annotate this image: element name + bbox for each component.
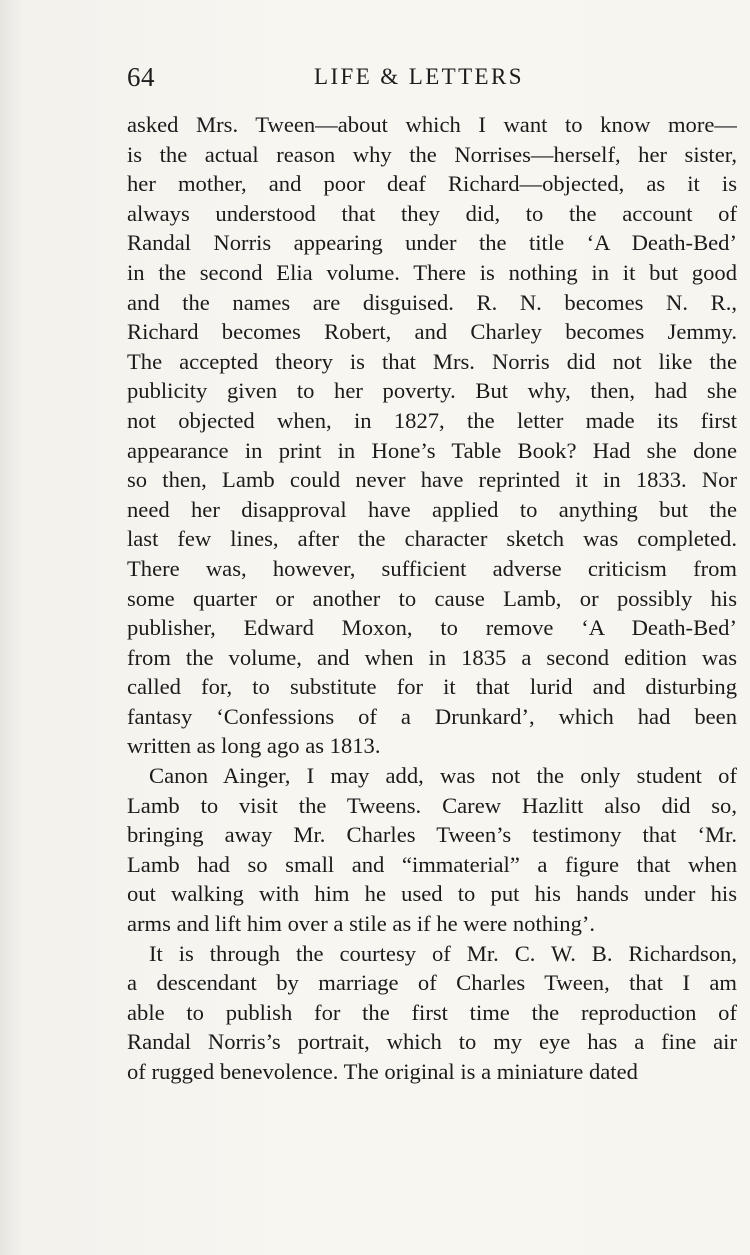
text-line: Canon Ainger, I may add, was not the only student of (149, 763, 737, 789)
body-text (127, 110, 737, 1087)
paragraph (127, 110, 737, 761)
text-line: a descendant by marriage of Charles Tween, that I am (127, 970, 737, 996)
text-line: called for, to substitute for it that lurid and disturbing (127, 674, 737, 700)
text-line: It is through the courtesy of Mr. C. W. B. Richardson, (149, 940, 737, 966)
text-line: Lamb had so small and “immaterial” a figure that when (127, 851, 737, 877)
page-header (127, 62, 737, 98)
text-line: from the volume, and when in 1835 a second edition was (127, 644, 737, 670)
text-line: able to publish for the first time the reproduction of (127, 999, 737, 1025)
text-line: asked Mrs. Tween—about which I want to know more— (127, 112, 737, 137)
text-line: always understood that they did, to the account of (127, 200, 737, 226)
page-gutter-shadow (0, 0, 22, 1255)
text-line: The accepted theory is that Mrs. Norris did not like the (127, 348, 737, 374)
paragraph (127, 939, 737, 1087)
text-line: need her disapproval have applied to anything but the (127, 496, 737, 522)
running-head: LIFE & LETTERS (314, 64, 524, 89)
text-line: Randal Norris appearing under the title ‘A Death-Bed’ (127, 230, 737, 256)
text-line: her mother, and poor deaf Richard—objected, as it is (127, 171, 737, 197)
text-line: publisher, Edward Moxon, to remove ‘A Death-Bed’ (127, 615, 737, 641)
text-line: arms and lift him over a stile as if he were nothing’. (127, 911, 596, 937)
text-line: so then, Lamb could never have reprinted it in 1833. Nor (127, 467, 737, 493)
text-line: out walking with him he used to put his hands under his (127, 881, 737, 907)
text-line: bringing away Mr. Charles Tween’s testimony that ‘Mr. (127, 822, 737, 848)
text-line: written as long ago as 1813. (127, 733, 381, 759)
paragraph (127, 761, 737, 939)
text-line: appearance in print in Hone’s Table Book? Had she done (127, 437, 737, 463)
text-line: last few lines, after the character sketch was completed. (127, 526, 737, 552)
text-line: some quarter or another to cause Lamb, or possibly his (127, 585, 737, 611)
text-line: publicity given to her poverty. But why, then, had she (127, 378, 737, 404)
text-line: not objected when, in 1827, the letter made its first (127, 407, 737, 433)
text-line: Richard becomes Robert, and Charley becomes Jemmy. (127, 319, 737, 345)
text-line: is the actual reason why the Norrises—herself, her sister, (127, 141, 737, 167)
text-line: Randal Norris’s portrait, which to my eye has a fine air (127, 1029, 737, 1055)
page-number: 64 (127, 62, 155, 92)
text-line: fantasy ‘Confessions of a Drunkard’, which had been (127, 703, 737, 729)
text-line: and the names are disguised. R. N. becomes N. R., (127, 289, 737, 315)
text-line: of rugged benevolence. The original is a miniature dated (127, 1059, 638, 1084)
text-line: There was, however, sufficient adverse criticism from (127, 555, 737, 581)
text-line: Lamb to visit the Tweens. Carew Hazlitt also did so, (127, 792, 737, 818)
text-line: in the second Elia volume. There is nothing in it but good (127, 259, 737, 285)
